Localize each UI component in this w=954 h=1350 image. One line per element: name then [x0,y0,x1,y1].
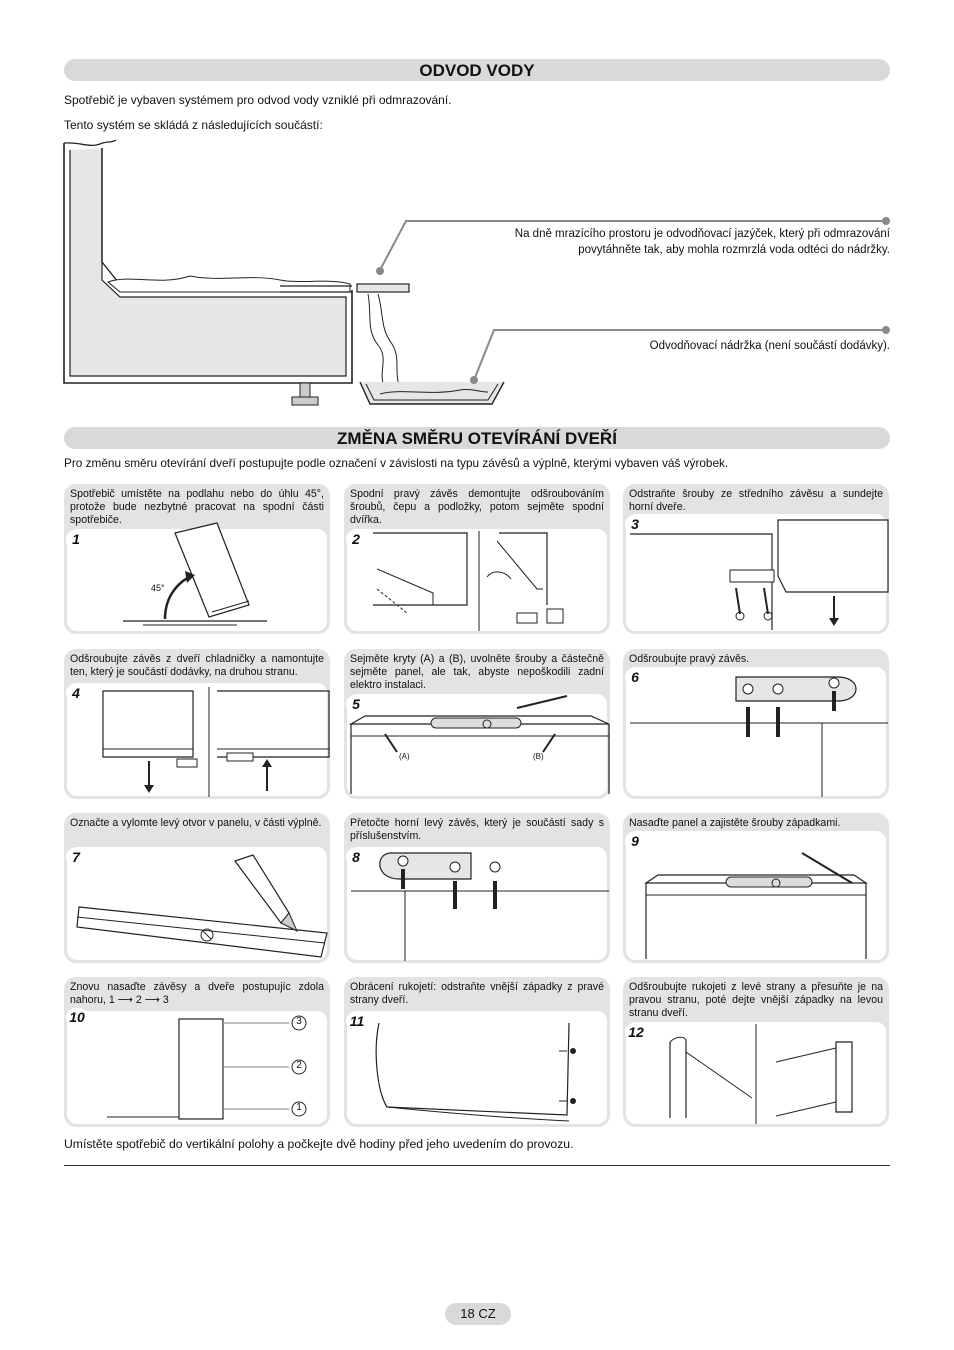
step-text: Nasaďte panel a zajistěte šrouby západkami. [629,817,841,829]
step-text: Přetočte horní levý závěs, který je součástí sady s příslušenstvím. [350,817,604,842]
marker-2: 2 [296,1060,302,1071]
step-text: Označte a vylomte levý otvor v panelu, v části výplně. [70,817,322,829]
footer-note: Umístěte spotřebič do vertikální polohy a počkejte dvě hodiny před jeho uvedením do provozu. [64,1137,574,1151]
step-number: 6 [625,668,645,686]
step-number: 11 [346,1012,368,1030]
step-10 [64,977,330,1127]
angle-label: 45° [151,583,165,593]
step-illustration [347,694,607,796]
step-illustration [67,683,327,796]
step-number: 2 [346,530,366,548]
sequence-3: 3 [162,994,169,1006]
step-11 [344,977,610,1127]
step-8 [344,813,610,963]
arrow-icon: ⟶ [144,994,160,1006]
section-title-water-drain: ODVOD VODY [64,59,890,81]
cover-b-label: (B) [533,752,544,761]
step-6 [623,649,889,799]
step-1 [64,484,330,634]
step-illustration [67,1011,327,1124]
step-4 [64,649,330,799]
door-reversal-intro: Pro změnu směru otevírání dveří postupujte podle označení v závislosti na typu závěsů a výplně, kterými vybaven váš výrobek. [64,456,729,470]
step-number: 4 [66,684,86,702]
step-text: Obrácení rukojetí: odstraňte vnější západky z pravé strany dveří. [350,981,604,1006]
cover-a-label: (A) [399,752,410,761]
intro-text-2: Tento systém se skládá z následujících součástí: [64,118,323,132]
step-number: 7 [66,848,86,866]
step-illustration [67,847,327,960]
step-text: Odšroubujte závěs z dveří chladničky a namontujte ten, který je součástí dodávky, na druhou stranu. [70,653,324,678]
drain-illustration [0,0,954,420]
step-illustration [626,1022,886,1124]
step-text [70,981,324,1007]
step-number: 1 [66,530,86,548]
step-text: Odšroubujte rukojeti z levé strany a přesuňte je na pravou stranu, poté dejte vnější západky na levou stranu dveří. [629,981,883,1019]
step-illustration [626,667,886,796]
arrow-icon: ⟶ [117,994,133,1006]
marker-3: 3 [296,1016,302,1027]
step-illustration [626,514,886,631]
step-illustration [347,847,607,960]
step-number: 9 [625,832,645,850]
step-text: Odšroubujte pravý závěs. [629,653,750,665]
step-9 [623,813,889,963]
step-5 [344,649,610,799]
page-number: 18 CZ [445,1303,511,1325]
step-illustration [67,529,327,631]
step-text-main: Znovu nasaďte závěsy a dveře postupujíc zdola nahoru, [70,981,324,1006]
step-number: 10 [66,1008,88,1026]
step-illustration [626,831,886,960]
marker-1: 1 [296,1102,302,1113]
section-title-door-reversal: ZMĚNA SMĚRU OTEVÍRÁNÍ DVEŘÍ [64,427,890,449]
step-illustration [347,1011,607,1124]
drain-tongue-label: Na dně mrazícího prostoru je odvodňovací jazýček, který při odmrazování [514,228,890,240]
step-number: 8 [346,848,366,866]
step-illustration [347,529,607,631]
step-text: Sejměte kryty (A) a (B), uvolněte šrouby a částečně sejměte panel, ale tak, abyste nepoškodili zadní elektro instalaci. [350,653,604,691]
intro-text: Spotřebič je vybaven systémem pro odvod vody vzniklé při odmrazování. [64,93,452,107]
sequence-2: 2 [135,994,142,1006]
step-text: Spodní pravý závěs demontujte odšroubováním šroubů, čepu a podložky, potom sejměte spodní dvířka. [350,488,604,526]
drain-tongue-label-2: povytáhněte tak, aby mohla rozmrzlá voda odtéci do nádržky. [578,244,890,256]
step-number: 12 [625,1023,647,1041]
step-number: 5 [346,695,366,713]
step-12 [623,977,889,1127]
step-3 [623,484,889,634]
divider [64,1165,890,1166]
drain-tray-label: Odvodňovací nádržka (není součástí dodávky). [649,340,890,352]
step-text: Odstraňte šrouby ze středního závěsu a sundejte horní dveře. [629,488,883,513]
step-7 [64,813,330,963]
step-2 [344,484,610,634]
step-number: 3 [625,515,645,533]
step-text: Spotřebič umístěte na podlahu nebo do úhlu 45°, protože bude nezbytné pracovat na spodní části spotřebiče. [70,488,324,526]
sequence-1: 1 [108,994,115,1006]
